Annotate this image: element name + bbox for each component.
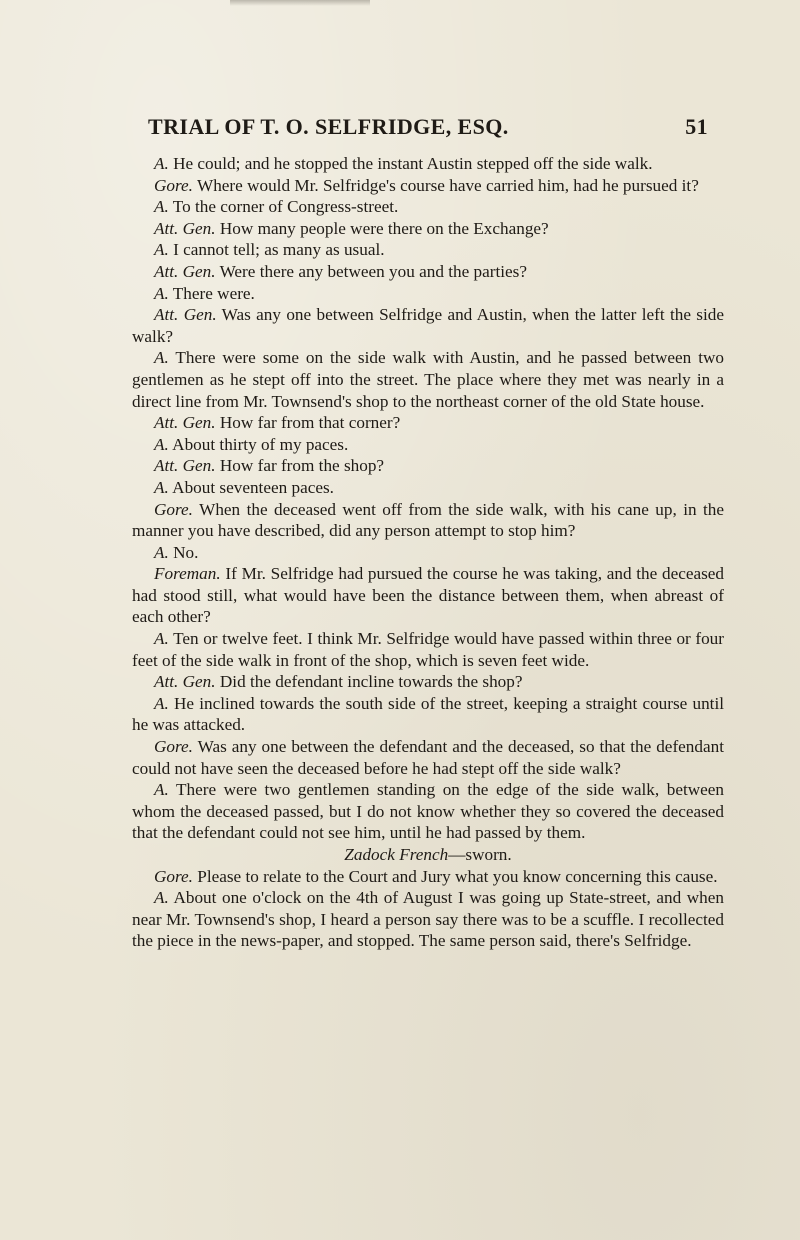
running-header <box>148 114 708 148</box>
testimony-paragraph <box>132 153 724 175</box>
testimony-block-2 <box>132 866 724 952</box>
testimony-paragraph <box>132 779 724 844</box>
testimony-paragraph <box>132 455 724 477</box>
statement-text: Ten or twelve feet. I think Mr. Selfridge would have passed within three or four feet of the side walk in front of the shop, which is seven feet wide. <box>132 629 724 670</box>
statement-text: Was any one between the defendant and the deceased, so that the defendant could not have seen the deceased before he had stept off the side walk? <box>132 737 724 778</box>
speaker-label: A. <box>154 629 169 649</box>
speaker-label: A. <box>154 240 169 260</box>
speaker-label: Att. Gen. <box>154 456 216 476</box>
speaker-label: Foreman. <box>154 564 221 584</box>
statement-text: There were. <box>172 283 255 303</box>
witness-name: Zadock French <box>344 845 449 864</box>
statement-text: When the deceased went off from the side walk, with his cane up, in the manner you have described, did any person attempt to stop him? <box>132 499 724 541</box>
speaker-label: Att. Gen. <box>154 413 216 433</box>
statement-text: To the corner of Congress-street. <box>172 197 399 217</box>
speaker-label: Gore. <box>154 175 193 195</box>
testimony-paragraph <box>132 283 724 305</box>
testimony-paragraph <box>132 693 724 736</box>
speaker-label: Att. Gen. <box>154 672 216 692</box>
testimony-paragraph <box>132 196 724 218</box>
speaker-label: Att. Gen. <box>154 261 216 281</box>
page-edge-shadow <box>230 0 370 6</box>
speaker-label: A. <box>154 154 169 173</box>
testimony-paragraph <box>132 304 724 347</box>
speaker-label: Gore. <box>154 737 193 757</box>
testimony-paragraph <box>132 347 724 412</box>
speaker-label: Att. Gen. <box>154 218 216 238</box>
testimony-paragraph <box>132 239 724 261</box>
speaker-label: A. <box>154 348 169 368</box>
testimony-paragraph <box>132 736 724 779</box>
testimony-paragraph <box>132 261 724 283</box>
testimony-paragraph <box>132 175 724 197</box>
statement-text: Was any one between Selfridge and Austin, when the latter left the side walk? <box>132 305 724 346</box>
testimony-paragraph <box>132 628 724 671</box>
body-text <box>132 153 724 952</box>
speaker-label: Gore. <box>154 866 193 886</box>
testimony-paragraph <box>132 477 724 499</box>
statement-text: There were two gentlemen standing on the edge of the side walk, between whom the deceased passed, but I do not know whether they so covered the deceased that the defendant could not see him, until he had passed by them. <box>132 780 724 843</box>
testimony-paragraph <box>132 412 724 434</box>
testimony-paragraph <box>132 434 724 456</box>
speaker-label: A. <box>154 888 169 908</box>
testimony-paragraph <box>132 866 724 888</box>
testimony-paragraph <box>132 542 724 564</box>
speaker-label: A. <box>154 693 169 713</box>
speaker-label: A. <box>154 283 169 303</box>
statement-text: Please to relate to the Court and Jury what you know concerning this cause. <box>197 866 718 886</box>
witness-sworn-suffix: —sworn. <box>448 845 512 864</box>
speaker-label: A. <box>154 542 169 562</box>
testimony-paragraph <box>132 887 724 952</box>
statement-text: How far from that corner? <box>219 413 401 433</box>
speaker-label: Gore. <box>154 499 193 519</box>
page-number: 51 <box>685 114 708 139</box>
speaker-label: A. <box>154 477 169 497</box>
statement-text: He could; and he stopped the instant Austin stepped off the side walk. <box>173 154 653 173</box>
speaker-label: A. <box>154 780 169 800</box>
statement-text: There were some on the side walk with Austin, and he passed between two gentlemen as he stept off into the street. The place where they met was nearly in a direct line from Mr. Townsend's shop to the northeast corner of the old State house. <box>132 348 724 411</box>
testimony-paragraph <box>132 671 724 693</box>
statement-text: About thirty of my paces. <box>172 434 349 454</box>
statement-text: How many people were there on the Exchange? <box>219 218 549 238</box>
testimony-paragraph <box>132 499 724 542</box>
statement-text: Where would Mr. Selfridge's course have carried him, had he pursued it? <box>196 175 699 195</box>
statement-text: I cannot tell; as many as usual. <box>173 240 385 260</box>
statement-text: How far from the shop? <box>219 456 385 476</box>
statement-text: He inclined towards the south side of the street, keeping a straight course until he was attacked. <box>132 693 725 735</box>
running-title: TRIAL OF T. O. SELFRIDGE, ESQ. <box>148 114 509 139</box>
speaker-label: A. <box>154 434 169 454</box>
statement-text: About seventeen paces. <box>172 477 334 497</box>
testimony-paragraph <box>132 563 724 628</box>
statement-text: Were there any between you and the parties? <box>219 261 527 281</box>
testimony-block-1 <box>132 153 724 844</box>
statement-text: Did the defendant incline towards the shop? <box>219 672 523 692</box>
testimony-paragraph <box>132 218 724 240</box>
speaker-label: Att. Gen. <box>154 305 217 325</box>
statement-text: No. <box>173 542 199 562</box>
witness-sworn-line <box>132 844 724 866</box>
statement-text: If Mr. Selfridge had pursued the course he was taking, and the deceased had stood still, what would have been the distance between them, when abreast of each other? <box>132 564 725 627</box>
statement-text: About one o'clock on the 4th of August I was going up State-street, and when near Mr. Townsend's shop, I heard a person say there was to be a scuffle. I recollected the piece in the news-paper, and stopped. The same person said, there's Selfridge. <box>132 888 724 951</box>
speaker-label: A. <box>154 197 169 217</box>
